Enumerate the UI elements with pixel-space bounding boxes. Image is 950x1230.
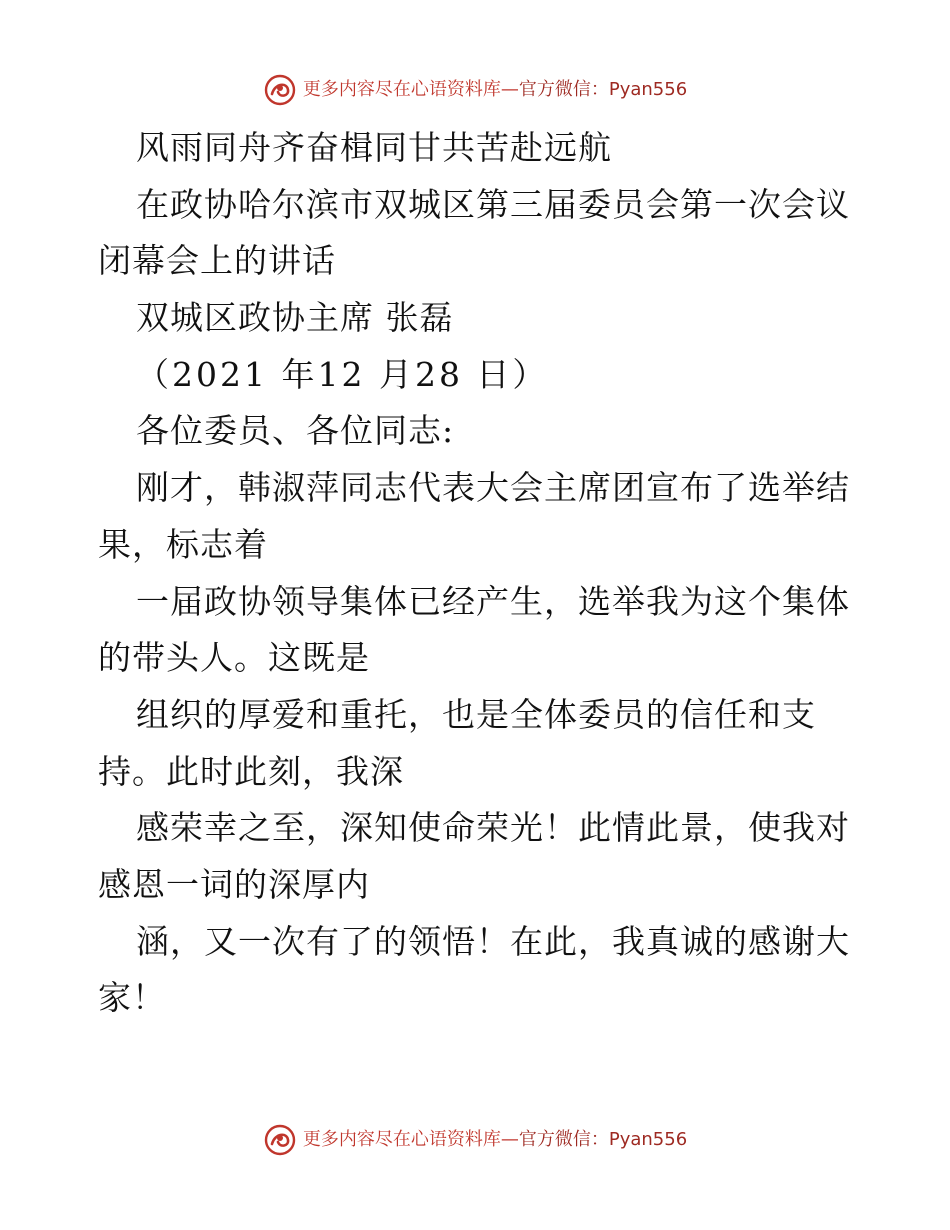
header-banner-wechat: 官方微信：Pyan556 [518, 79, 688, 100]
footer-banner-text [303, 1131, 687, 1149]
body-line: 持。此时此刻，我深 [98, 751, 404, 791]
header-banner [0, 70, 950, 110]
body-line: 一届政协领导集体已经产生，选举我为这个集体 [136, 581, 850, 621]
body-line: 感荣幸之至，深知使命荣光！此情此景，使我对 [136, 808, 850, 848]
document-body [98, 120, 858, 1027]
body-line: 果，标志着 [98, 524, 268, 564]
footer-banner [0, 1120, 950, 1160]
body-line: 组织的厚爱和重托，也是全体委员的信任和支 [136, 694, 816, 734]
document-title: 风雨同舟齐奋楫同甘共苦赴远航 [136, 128, 612, 167]
document-subtitle-line-1: 在政协哈尔滨市双城区第三届委员会第一次会议 [136, 184, 850, 224]
body-line: 的带头人。这既是 [98, 638, 370, 678]
header-banner-text [303, 81, 687, 99]
footer-banner-wechat: 官方微信：Pyan556 [518, 1129, 688, 1150]
footer-banner-title: 更多内容尽在心语资料库— [302, 1129, 519, 1150]
body-line: 感恩一词的深厚内 [98, 864, 370, 904]
body-line: 刚才，韩淑萍同志代表大会主席团宣布了选举结 [136, 468, 850, 508]
document-author: 双城区政协主席 张磊 [136, 298, 454, 338]
body-line: 家！ [98, 978, 166, 1018]
document-date: （2021 年12 月28 日） [136, 354, 549, 394]
swirl-logo-icon [263, 73, 297, 107]
body-line: 涵，又一次有了的领悟！在此，我真诚的感谢大 [136, 921, 850, 961]
swirl-logo-icon [263, 1123, 297, 1157]
document-salutation: 各位委员、各位同志: [136, 411, 455, 451]
header-banner-title: 更多内容尽在心语资料库— [302, 79, 519, 100]
document-subtitle-line-2: 闭幕会上的讲话 [98, 241, 336, 281]
